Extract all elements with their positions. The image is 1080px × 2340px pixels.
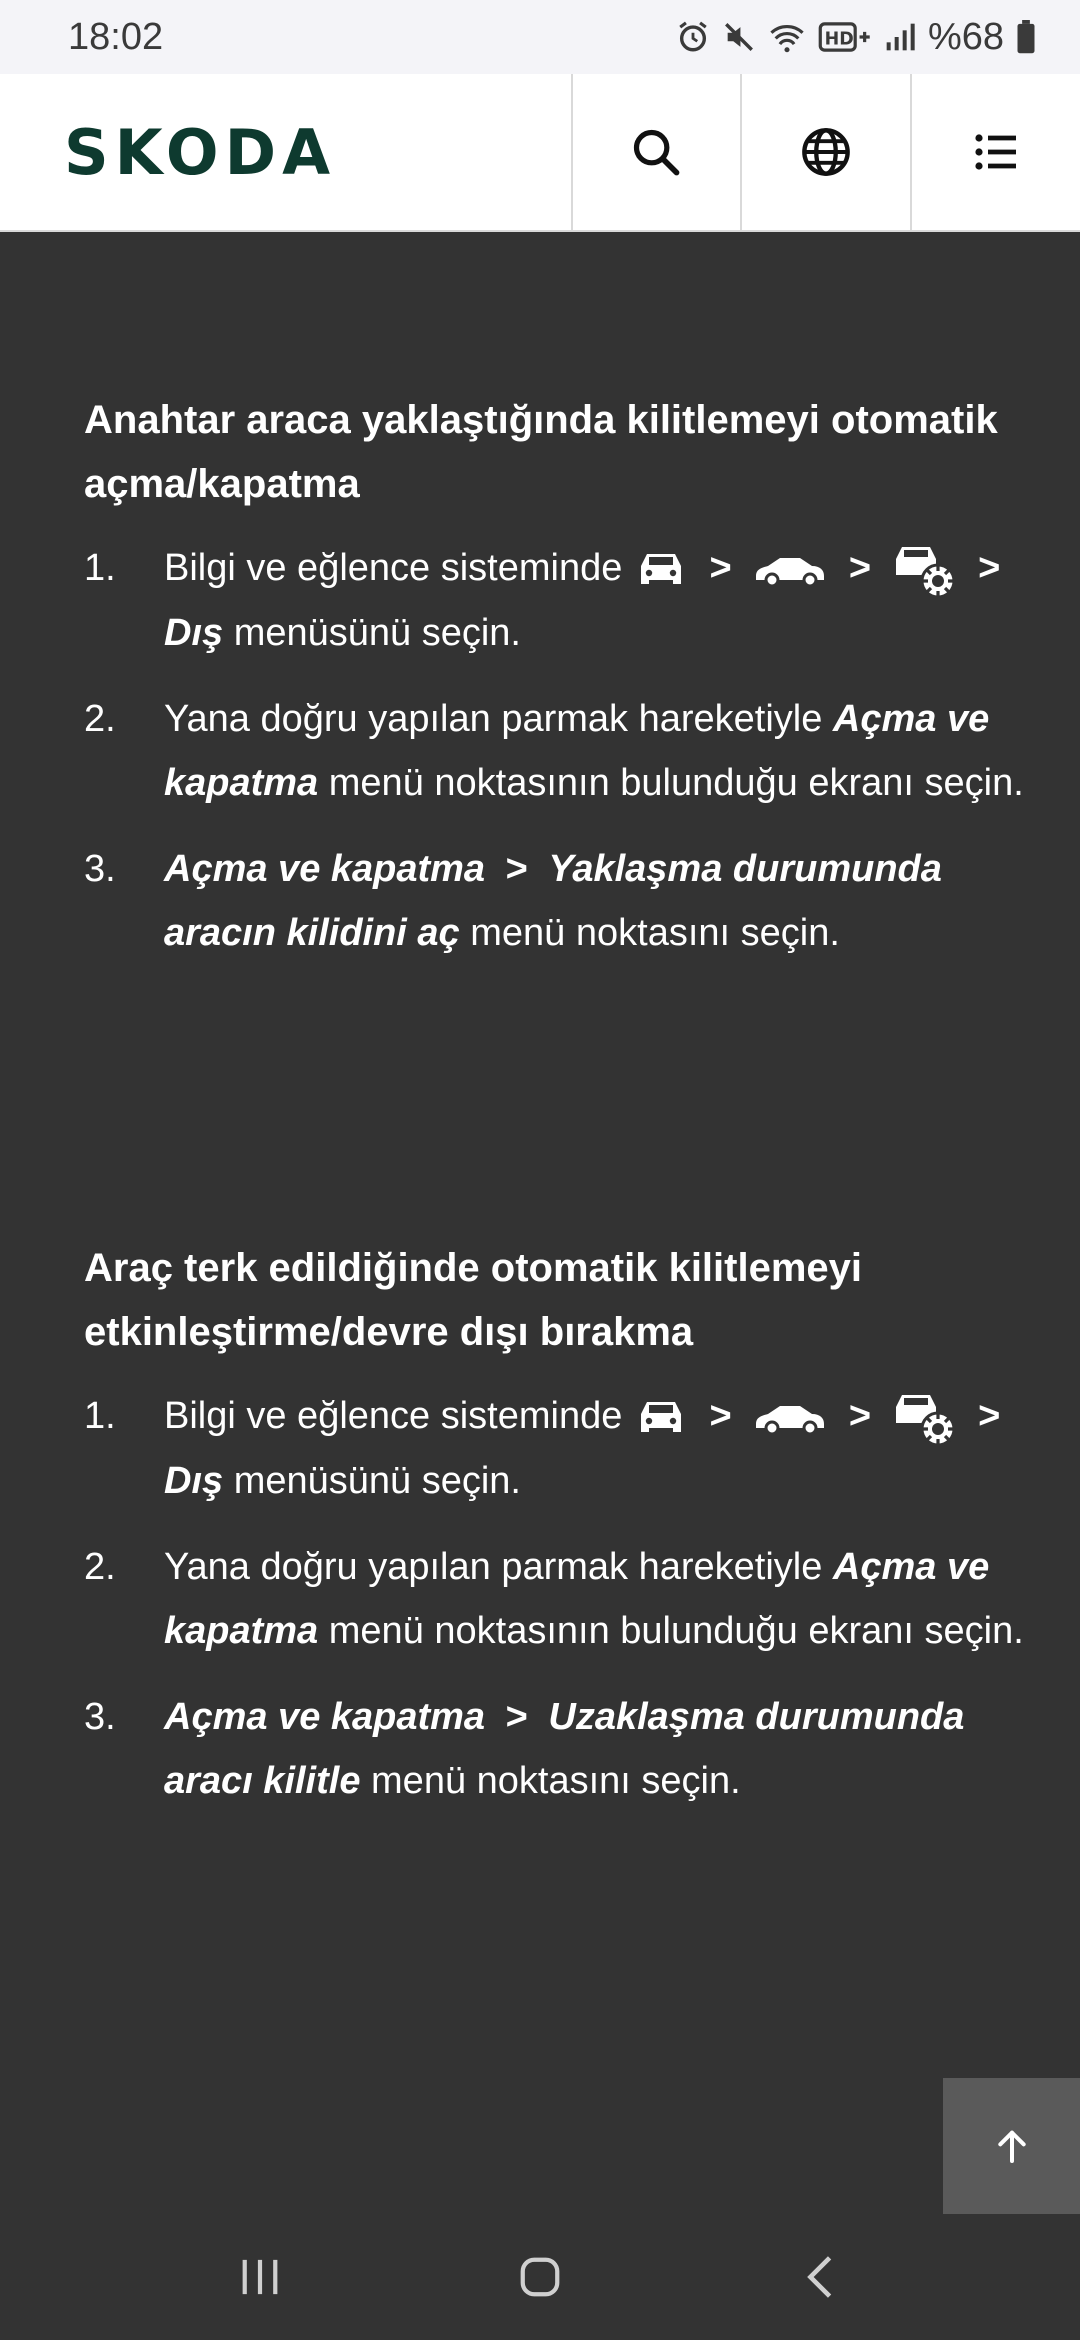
logo-area[interactable] — [0, 74, 571, 230]
system-nav-bar — [0, 2214, 1080, 2340]
status-bar — [0, 0, 1080, 74]
step-prefix: Yana doğru yapılan parmak hareketiyle — [164, 1545, 823, 1588]
path-separator: > — [505, 1695, 528, 1738]
step-suffix: menüsünü seçin. — [233, 1459, 521, 1502]
menu-item-name: Açma ve kapatma — [164, 847, 486, 890]
steps-list — [84, 1384, 1024, 1813]
step-number: 1. — [84, 1395, 116, 1437]
path-separator: > — [848, 1395, 872, 1437]
globe-icon — [800, 126, 852, 178]
site-header — [0, 74, 1080, 232]
step-text — [164, 837, 1024, 965]
steps-list — [84, 536, 1024, 965]
menu-item-name: Açma ve kapatma — [164, 1695, 486, 1738]
menu-item-name: Yaklaşma durumunda aracın kilidini aç — [164, 847, 942, 954]
alarm-icon — [676, 20, 710, 54]
wifi-icon — [768, 20, 806, 54]
menu-list-icon — [972, 128, 1020, 176]
svg-text:HD: HD — [824, 29, 854, 50]
list-item — [84, 687, 1024, 815]
step-number: 1. — [84, 547, 116, 589]
path-separator: > — [848, 547, 872, 589]
recent-apps-icon — [237, 2256, 283, 2298]
back-button[interactable] — [760, 2237, 880, 2317]
menu-item-name: Açma ve kapatma — [164, 1545, 990, 1652]
step-text — [164, 1384, 1024, 1513]
path-separator: > — [709, 1395, 732, 1437]
step-number: 3. — [84, 847, 116, 890]
home-button[interactable] — [480, 2237, 600, 2317]
car-side-icon — [752, 1398, 828, 1438]
step-prefix: Bilgi ve eğlence sisteminde — [164, 1395, 623, 1437]
step-prefix: Yana doğru yapılan parmak hareketiyle — [164, 697, 823, 740]
step-suffix: menü noktasını seçin. — [470, 911, 840, 954]
step-suffix: menü noktasının bulunduğu ekranı seçin. — [328, 1609, 1024, 1652]
status-icons — [676, 16, 1036, 59]
search-icon — [630, 126, 682, 178]
mute-icon — [722, 20, 756, 54]
language-button[interactable] — [740, 74, 910, 230]
step-suffix: menü noktasının bulunduğu ekranı seçin. — [328, 761, 1024, 804]
battery-percent: %68 — [927, 15, 1004, 58]
step-text — [164, 687, 1024, 815]
back-to-top-button[interactable] — [943, 2078, 1080, 2214]
recent-apps-button[interactable] — [200, 2237, 320, 2317]
path-separator: > — [709, 547, 732, 589]
step-text — [164, 1535, 1024, 1663]
menu-item-name: Açma ve kapatma — [164, 697, 990, 804]
car-settings-icon — [892, 539, 958, 601]
car-side-icon — [752, 550, 828, 590]
section-leave-lock — [84, 1236, 1024, 1835]
path-separator: > — [505, 847, 528, 890]
path-separator: > — [978, 1395, 1001, 1437]
menu-path-last: Dış — [164, 1459, 224, 1502]
skoda-logo[interactable]: SKODA — [64, 115, 337, 189]
list-item — [84, 1384, 1024, 1513]
step-prefix: Bilgi ve eğlence sisteminde — [164, 547, 623, 589]
section-title: Anahtar araca yaklaştığında kilitlemeyi otomatik açma/kapatma — [84, 398, 998, 506]
hd-plus-icon — [818, 21, 872, 53]
car-front-icon — [633, 548, 689, 592]
list-item — [84, 1685, 1024, 1813]
list-item — [84, 837, 1024, 965]
search-button[interactable] — [571, 74, 741, 230]
status-time: 18:02 — [68, 15, 164, 58]
list-item — [84, 1535, 1024, 1663]
car-settings-icon — [892, 1387, 958, 1449]
step-number: 3. — [84, 1695, 116, 1738]
arrow-up-icon — [992, 2126, 1032, 2166]
step-suffix: menüsünü seçin. — [233, 611, 521, 654]
back-icon — [800, 2254, 840, 2300]
step-suffix: menü noktasını seçin. — [371, 1759, 741, 1802]
home-icon — [517, 2254, 563, 2300]
list-item — [84, 536, 1024, 665]
section-approach-unlock — [84, 388, 1024, 987]
path-separator: > — [978, 547, 1001, 589]
step-number: 2. — [84, 697, 116, 740]
menu-button[interactable] — [910, 74, 1080, 230]
step-text — [164, 1685, 1024, 1813]
battery-icon — [1016, 20, 1036, 54]
step-text — [164, 536, 1024, 665]
car-front-icon — [633, 1396, 689, 1440]
signal-icon — [884, 21, 916, 53]
step-number: 2. — [84, 1545, 116, 1588]
menu-item-name: Uzaklaşma durumunda aracı kilitle — [164, 1695, 965, 1802]
menu-path-last: Dış — [164, 611, 224, 654]
section-title: Araç terk edildiğinde otomatik kilitlemeyi etkinleştirme/devre dışı bırakma — [84, 1246, 863, 1354]
